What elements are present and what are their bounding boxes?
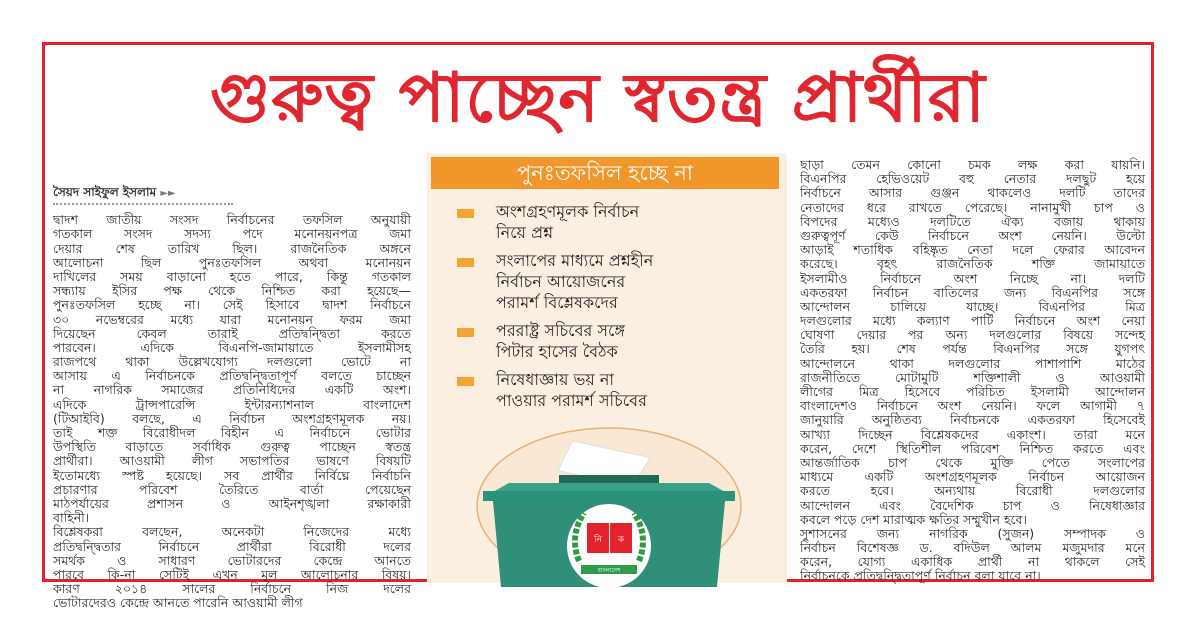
sidebar-box [427, 153, 787, 583]
bullet-text [496, 320, 625, 362]
text-line: একতরফা নির্বাচন বাতিলের জন্য বিএনপির সঙ্গে [800, 284, 1145, 300]
text-line: ইসলামীও নির্বাচনে অংশ নিচ্ছে না। দলটি [800, 270, 1145, 286]
bullet-line: অংশগ্রহণমূলক নির্বাচন [496, 202, 640, 221]
bullet-text [496, 369, 647, 411]
bullet-line: নিয়ে প্রশ্ন [496, 223, 554, 242]
text-line: লীগের মিত্র হিসেবে পরিচিত ইসলামী আন্দোলন [800, 384, 1145, 399]
bullet-item [457, 201, 787, 243]
text-line: রাজনীতিতে মোটামুটি শক্তিশালী ও আওয়ামী [800, 369, 1145, 385]
text-line: ৩০ নভেম্বরের মধ্যে যারা মনোনয়ন ফরম জমা [53, 311, 411, 327]
text-line: ছাড়া তেমন কোনো চমক লক্ষ করা যায়নি। [800, 157, 1145, 172]
bullet-line: সংলাপের মাধ্যমে প্রশ্নহীন [496, 251, 654, 270]
text-line: গতকাল সংসদ সদস্য পদে মনোনয়নপত্র জমা [53, 226, 411, 242]
bullet-line: পাওয়ার পরামর্শ সচিবের [496, 391, 647, 410]
text-line: না নাগরিক সমাজের প্রতিনিধিদের একটি অংশ। [53, 382, 411, 398]
text-line: নেতাদের ধরে রাখতে পেরেছে। নানামুখী চাপ ও [800, 199, 1145, 215]
bullet-text [496, 250, 653, 313]
text-line: পুনঃতফসিল হচ্ছে না। সেই হিসাবে দ্বাদশ নির্বাচনে [53, 297, 411, 313]
text-line: বাংলাদেশও নির্বাচনে অংশ নেয়নি। ফলে আগামী ৭ [800, 398, 1145, 414]
text-line: উপস্থিতি বাড়াতে সর্বাধিক গুরুত্ব পাচ্ছেন স্বতন্ত্র [53, 439, 411, 455]
text-line: দ্বাদশ জাতীয় সংসদ নির্বাচনের তফসিল অনুযায়ী [53, 212, 411, 228]
ec-logo-letter: নি [594, 535, 602, 545]
text-line: এদিকে ট্রান্সপারেন্সি ইন্টারন্যাশনাল বাংলাদেশ [53, 396, 411, 412]
left-column [53, 185, 411, 610]
text-line: মাঠপর্যায়ের প্রশাসন ও আইনশৃঙ্খলা রক্ষাকারী [53, 495, 411, 511]
text-line: দলগুলোর মধ্যে কল্যাণ পার্টি নির্বাচনে অংশ নেয়া [800, 313, 1145, 329]
text-line: করেন, যোগ্য একাধিক প্রার্থী না থাকলে সেই [800, 554, 1145, 570]
text-line: (টিআইবি) বলছে, এ নির্বাচন অংশগ্রহণমূলক নয়। [53, 410, 411, 426]
text-line: সমর্থক ও সাধারণ ভোটারদের কেন্দ্রে আনতে [53, 552, 411, 568]
text-line: করতে হবে। অন্যথায় বিরোধী দলগুলোর [800, 483, 1145, 499]
text-line: সুশাসনের জন্য নাগরিক (সুজন) সম্পাদক ও [800, 525, 1145, 541]
bullet-line: পিটার হাসের বৈঠক [496, 342, 618, 361]
text-line: কারণ ২০১৪ সালের নির্বাচনে নিজ দলের [53, 581, 411, 597]
text-line: ইতোমধ্যে স্পষ্ট হয়েছে। সব প্রার্থীর নির্বিঘ্নে নির্বাচনি [53, 467, 411, 483]
text-line: আখ্যা দিচ্ছেন বিশ্লেষকদের একাংশ। তারা মনে [800, 426, 1145, 442]
text-line: প্রতিদ্বন্দ্বিতার নির্বাচনে প্রার্থীরা বিরোধী দলের [53, 538, 411, 554]
text-line: রাজপথে থাকা উল্লেখযোগ্য দলগুলো ভোটে না [53, 354, 411, 370]
text-line: বিপদের মধ্যেও দলটিতে ঐক্য বজায় থাকায় [800, 213, 1145, 229]
sidebar-box-title: পুনঃতফসিল হচ্ছে না [431, 157, 779, 189]
newspaper-clipping [42, 42, 1154, 611]
text-line: আন্দোলন চালিয়ে যাচ্ছে। বিএনপির মিত্র [800, 298, 1145, 314]
text-line: বিশ্লেষকরা বলছেন, অনেকটা নিজেদের মধ্যে [53, 524, 411, 540]
text-line: করেছে। বৃহৎ রাজনৈতিক শক্তি জামায়াতে [800, 256, 1145, 272]
text-line: দিয়েছেন কেবল তারাই প্রতিদ্বন্দ্বিতা করতে [53, 325, 411, 341]
text-line: তাই শক্ত বিরোধীদল বিহীন এ নির্বাচনে ভোটার [53, 425, 411, 441]
ballot-slot [559, 475, 659, 483]
text-line: পারবেন। এদিকে বিএনপি-জামায়াতে ইসলামীসহ [53, 339, 411, 355]
bullet-square-icon [457, 377, 474, 386]
text-line: আন্দোলন এবং বৈদেশিক চাপ ও নিষেধাজ্ঞার [800, 497, 1145, 513]
bullet-item [457, 320, 787, 362]
ballot-box-illustration [469, 411, 749, 591]
bullet-square-icon [457, 209, 474, 218]
bullet-line: পররাষ্ট্র সচিবের সঙ্গে [496, 321, 625, 340]
text-line: বিএনপির হেভিওয়েট বহু নেতার দলছুট হয়ে [800, 171, 1145, 187]
text-line: পারবে কি-না সেটিই এখন মূল আলোচনার বিষয়। [53, 566, 411, 582]
arrows-icon: ►► [160, 188, 176, 199]
text-line: ঘোষণা দেয়ার পর অন্য দলগুলোর বিষয়ে সন্দেহ [800, 327, 1145, 343]
text-line: নির্বাচন বিশেষজ্ঞ ড. বদিউল আলম মজুমদার মনে [800, 540, 1145, 556]
bullet-square-icon [457, 328, 474, 337]
text-line: দেয়ার শেষ তারিখ ছিল। রাজনৈতিক অঙ্গনে [53, 240, 411, 256]
bullet-square-icon [457, 258, 474, 267]
text-line: আন্তর্জাতিক চাপ থেকে মুক্তি পেতে সংলাপের [800, 454, 1145, 470]
ballot-box-rim [483, 491, 735, 501]
text-line: বাহিনী। [53, 510, 90, 526]
text-line: করেন, দেশে স্থিতিশীল পরিবেশ নিশ্চিত করতে এবং [800, 440, 1145, 456]
author-name: সৈয়দ সাইফুল ইসলাম [53, 185, 157, 199]
text-line: আড়াই শতাধিক বহিষ্কৃত নেতা দলে ফেরার আবেদন [800, 242, 1145, 258]
text-line: আসায় এ নির্বাচনকে প্রতিদ্বন্দ্বিতাপূর্ণ বলতে চাচ্ছেন [53, 368, 411, 384]
text-line: কবলে পড়ে দেশ মারাত্মক ক্ষতির সম্মুখীন হবে। [800, 511, 1027, 527]
text-line: ভোটারদেরও কেন্দ্রে আনতে পারেনি আওয়ামী লীগ [53, 595, 303, 611]
text-line: আলোচনা ছিল পুনঃতফসিল অথবা মনোনয়ন [53, 254, 411, 270]
text-line: দাখিলের সময় বাড়ানো হতে পারে, কিন্তু গতকাল [53, 268, 411, 284]
text-line: মাধ্যমে একটি অংশগ্রহণমূলক নির্বাচন আয়োজন [800, 469, 1145, 485]
bullet-item [457, 369, 787, 411]
ec-logo-letter: ক [617, 535, 625, 545]
text-line: জানুয়ারি অনুষ্ঠিতব্য নির্বাচনকে একতরফা হিসেবেই [800, 412, 1145, 428]
text-line: প্রার্থীরা। আওয়ামী লীগ সভাপতির ভাষণে বিষয়টি [53, 453, 411, 469]
ec-logo-text: বাংলাদেশ [597, 567, 621, 574]
bullet-item [457, 250, 787, 313]
bullet-list [457, 201, 787, 411]
text-line: আন্দোলনে থাকা দলগুলোর পাশাপাশি মাঠের [800, 355, 1145, 371]
text-line: প্রচারণার পরিবেশ তৈরিতে বার্তা পেয়েছেন [53, 481, 411, 497]
text-line: নির্বাচনে আসার গুঞ্জন থাকলেও দলটি তাদের [800, 185, 1145, 201]
bullet-line: পরামর্শ বিশ্লেষকদের [496, 293, 618, 312]
text-line: নির্বাচনকে প্রতিদ্বন্দ্বিতাপূর্ণ নির্বাচন বলা যাবে না। [800, 568, 1041, 584]
bullet-line: নিষেধাজ্ঞায় ভয় না [496, 370, 615, 389]
bullet-text [496, 201, 639, 243]
text-line: সন্ধ্যায় ইসির পক্ষ থেকে নিশ্চিত করা হয়েছে— [53, 283, 411, 299]
text-line: তৈরি হয়। শেষ পর্যন্ত বিএনপির সঙ্গে যুগপৎ [800, 341, 1145, 357]
text-line: গুরুত্বপূর্ণ কেউ নির্বাচনে অংশ নেয়নি। উল্টো [800, 227, 1145, 243]
byline [53, 185, 233, 205]
right-column [800, 158, 1145, 584]
bullet-line: নির্বাচন আয়োজনের [496, 272, 626, 291]
headline: গুরুত্ব পাচ্ছেন স্বতন্ত্র প্রার্থীরা [210, 59, 986, 138]
